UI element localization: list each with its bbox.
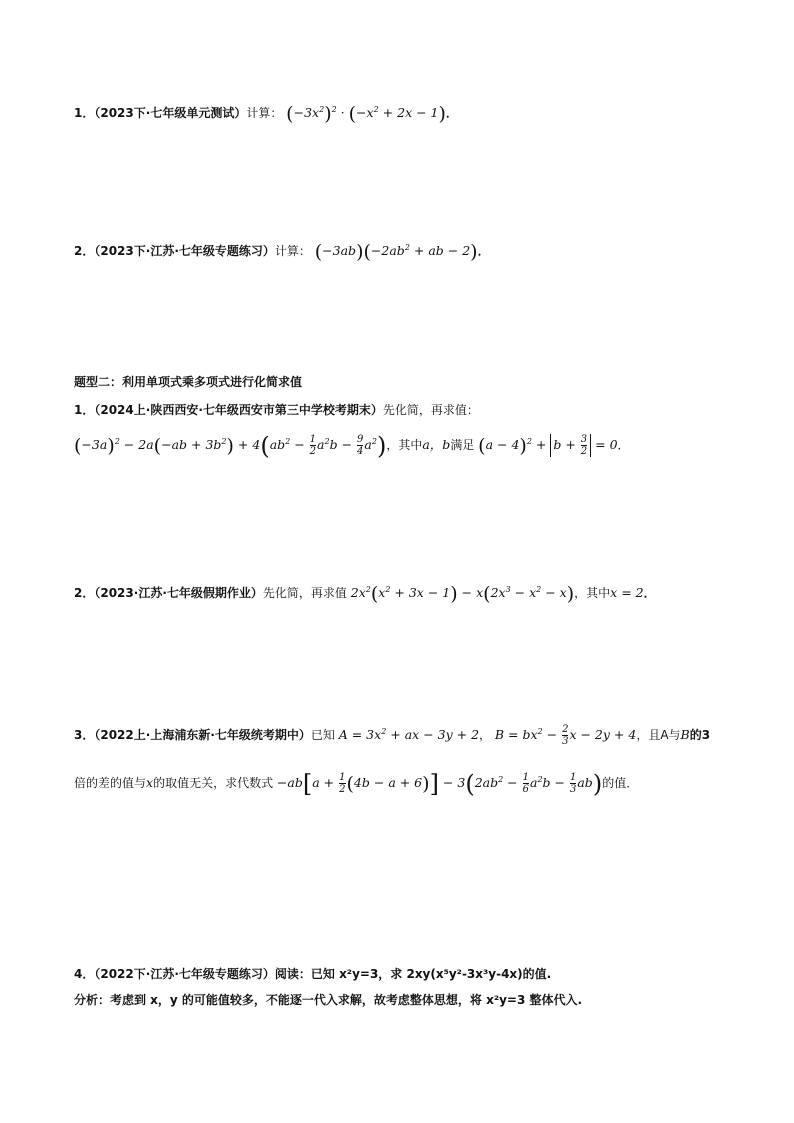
math-expression: −ab[a + $\frac{1}{2}$ $(4b - a + 6)] - 3(2ab^2$ − $\frac{1}{6}$ $a^2b$ − $\frac{1}{3}$ ab) xyxy=(276,770,603,799)
problem-prompt: 已知 xyxy=(310,728,335,743)
problem-s2-1-expression: $(-3a)^2 - 2a(-ab + 3b^2) + 4(ab^2$ − $\frac{1}{2}$ $a^2b$ − $\frac{9}{4}$ $a^2$)，其中a，b满足 $(a - 4)^2 + b$ + $\frac{3}{2}$ = 0． xyxy=(74,432,630,461)
problem-source: （2024上·陕西西安·七年级西安市第三中学校考期末） xyxy=(94,403,383,417)
problem-s2-4-analysis: 分析：考虑到 x，y 的可能值较多，不能逐一代入求解，故考虑整体思想，将 x²y=3 整体代入. xyxy=(74,993,583,1007)
section-heading: 题型二：利用单项式乘多项式进行化简求值 xyxy=(74,375,303,389)
problem-text: 阅读：已知 x²y=3，求 2xy(x⁵y²-3x³y-4x)的值. xyxy=(274,967,552,981)
problem-s2-2: 2．（2023·江苏·七年级假期作业）先化简，再求值 $2x^2(x^2 + 3x - 1) - x(2x^3 - x^2 - x)$，其中x = 2． xyxy=(74,583,656,606)
problem-2: 2．（2023下·江苏·七年级专题练习）计算： $(-3ab)(-2ab^2$ + ab − 2)． xyxy=(74,241,490,264)
expression-a: $A = 3x^2$ + ax − 3y + 2 xyxy=(338,727,480,743)
math-expression: $(-3ab)(-2ab^2$ + ab − 2) xyxy=(314,241,478,264)
problem-prompt: 计算： xyxy=(246,106,283,121)
problem-s2-3: 3．（2022上·上海浦东新·七年级统考期中）已知 $A = 3x^2$ + ax − 3y + 2， $B = bx^2$ − $\frac{2}{3}$ x − 2y + 4，且A与B的3 xyxy=(74,724,711,748)
problem-s2-4 xyxy=(74,964,551,984)
problem-source: （2023下·七年级单元测试） xyxy=(94,106,247,121)
problem-1: 1．（2023下·七年级单元测试）计算： $(-3x^2)^2 \cdot (-x^2 + 2x - 1)$． xyxy=(74,103,458,126)
problem-prompt: 先化简，再求值： xyxy=(382,403,479,417)
problem-s2-3-line2: 倍的差的值与x的取值无关，求代数式 −ab[a + $\frac{1}{2}$ $(4b - a + 6)] - 3(2ab^2$ − $\frac{1}{6}$ $a^2b$ − $\frac{1}{3}$ ab)的值． xyxy=(74,770,639,799)
math-expression: $2x^2(x^2 + 3x - 1) - x(2x^3 - x^2 - x)$ xyxy=(350,583,575,606)
problem-prompt: 先化简，再求值 xyxy=(262,586,347,601)
problem-source: （2023·江苏·七年级假期作业） xyxy=(94,586,263,601)
math-expression: $(-3x^2)^2 \cdot (-x^2 + 2x - 1)$ xyxy=(286,103,446,126)
condition-expression: $(a - 4)^2 + b$ + $\frac{3}{2}$ = 0 xyxy=(478,434,618,458)
problem-number: 4． xyxy=(74,967,95,981)
problem-number: 3． xyxy=(74,728,95,743)
problem-prompt: 计算： xyxy=(274,244,311,259)
problem-number: 2． xyxy=(74,244,95,259)
problem-number: 1． xyxy=(74,403,95,417)
problem-source: （2023下·江苏·七年级专题练习） xyxy=(94,244,275,259)
problem-s2-1 xyxy=(74,400,479,420)
problem-source: （2022下·江苏·七年级专题练习） xyxy=(94,967,275,981)
problem-number: 1． xyxy=(74,106,95,121)
problem-source: （2022上·上海浦东新·七年级统考期中） xyxy=(94,728,311,743)
problem-number: 2． xyxy=(74,586,95,601)
math-expression: $(-3a)^2 - 2a(-ab + 3b^2) + 4(ab^2$ − $\frac{1}{2}$ $a^2b$ − $\frac{9}{4}$ $a^2$) xyxy=(74,432,387,461)
expression-b: $B = bx^2$ − $\frac{2}{3}$ x − 2y + 4 xyxy=(494,724,637,748)
given-value: x = 2 xyxy=(610,585,644,601)
